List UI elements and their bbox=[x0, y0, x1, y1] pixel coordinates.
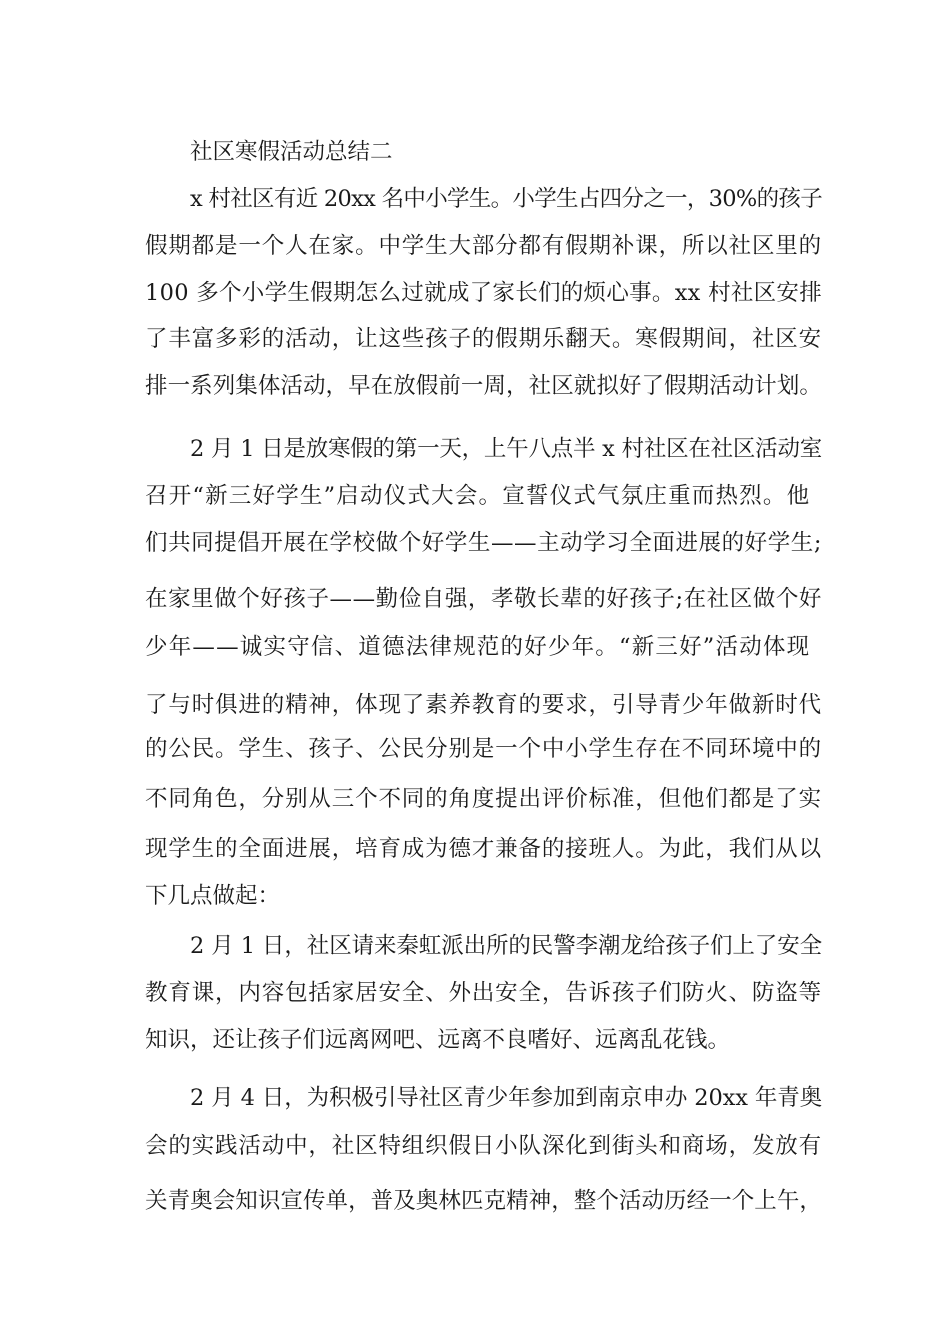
paragraph-line: 关青奥会知识宣传单，普及奥林匹克精神，整个活动历经一个上午， bbox=[145, 1188, 822, 1214]
paragraph-line: 召开“新三好学生”启动仪式大会。宣誓仪式气氛庄重而热烈。他 bbox=[145, 483, 811, 509]
paragraph-line: 下几点做起： bbox=[145, 883, 281, 909]
paragraph-line: 现学生的全面进展，培育成为德才兼备的接班人。为此，我们从以 bbox=[145, 836, 822, 862]
paragraph-line: x 村社区有近 20xx 名中小学生。小学生占四分之一，30%的孩子 bbox=[190, 186, 822, 212]
paragraph-line: 知识，还让孩子们远离网吧、远离不良嗜好、远离乱花钱。 bbox=[145, 1027, 731, 1053]
paragraph-line: 会的实践活动中，社区特组织假日小队深化到街头和商场，发放有 bbox=[145, 1133, 822, 1159]
paragraph-line: 们共同提倡开展在学校做个好学生——主动学习全面进展的好学生; bbox=[145, 530, 822, 556]
paragraph-line: 了丰富多彩的活动，让这些孩子的假期乐翻天。寒假期间，社区安 bbox=[145, 326, 822, 352]
paragraph-line: 2 月 4 日，为积极引导社区青少年参加到南京申办 20xx 年青奥 bbox=[190, 1085, 822, 1111]
paragraph-line: 的公民。学生、孩子、公民分别是一个中小学生存在不同环境中的 bbox=[145, 736, 822, 762]
paragraph-line: 排一系列集体活动，早在放假前一周，社区就拟好了假期活动计划。 bbox=[145, 373, 822, 399]
paragraph-line: 少年——诚实守信、道德法律规范的好少年。“新三好”活动体现 bbox=[145, 634, 811, 660]
paragraph-line: 假期都是一个人在家。中学生大部分都有假期补课，所以社区里的 bbox=[145, 233, 822, 259]
paragraph-line: 了与时俱进的精神，体现了素养教育的要求，引导青少年做新时代 bbox=[145, 692, 822, 718]
paragraph-line: 2 月 1 日是放寒假的第一天，上午八点半 x 村社区在社区活动室 bbox=[190, 436, 822, 462]
document-title: 社区寒假活动总结二 bbox=[190, 139, 393, 165]
paragraph-line: 2 月 1 日，社区请来秦虹派出所的民警李潮龙给孩子们上了安全 bbox=[190, 933, 822, 959]
paragraph-line: 不同角色，分别从三个不同的角度提出评价标准，但他们都是了实 bbox=[145, 786, 822, 812]
paragraph-line: 100 多个小学生假期怎么过就成了家长们的烦心事。xx 村社区安排 bbox=[145, 280, 822, 306]
paragraph-line: 在家里做个好孩子——勤俭自强，孝敬长辈的好孩子;在社区做个好 bbox=[145, 586, 822, 612]
paragraph-line: 教育课，内容包括家居安全、外出安全，告诉孩子们防火、防盗等 bbox=[145, 980, 822, 1006]
